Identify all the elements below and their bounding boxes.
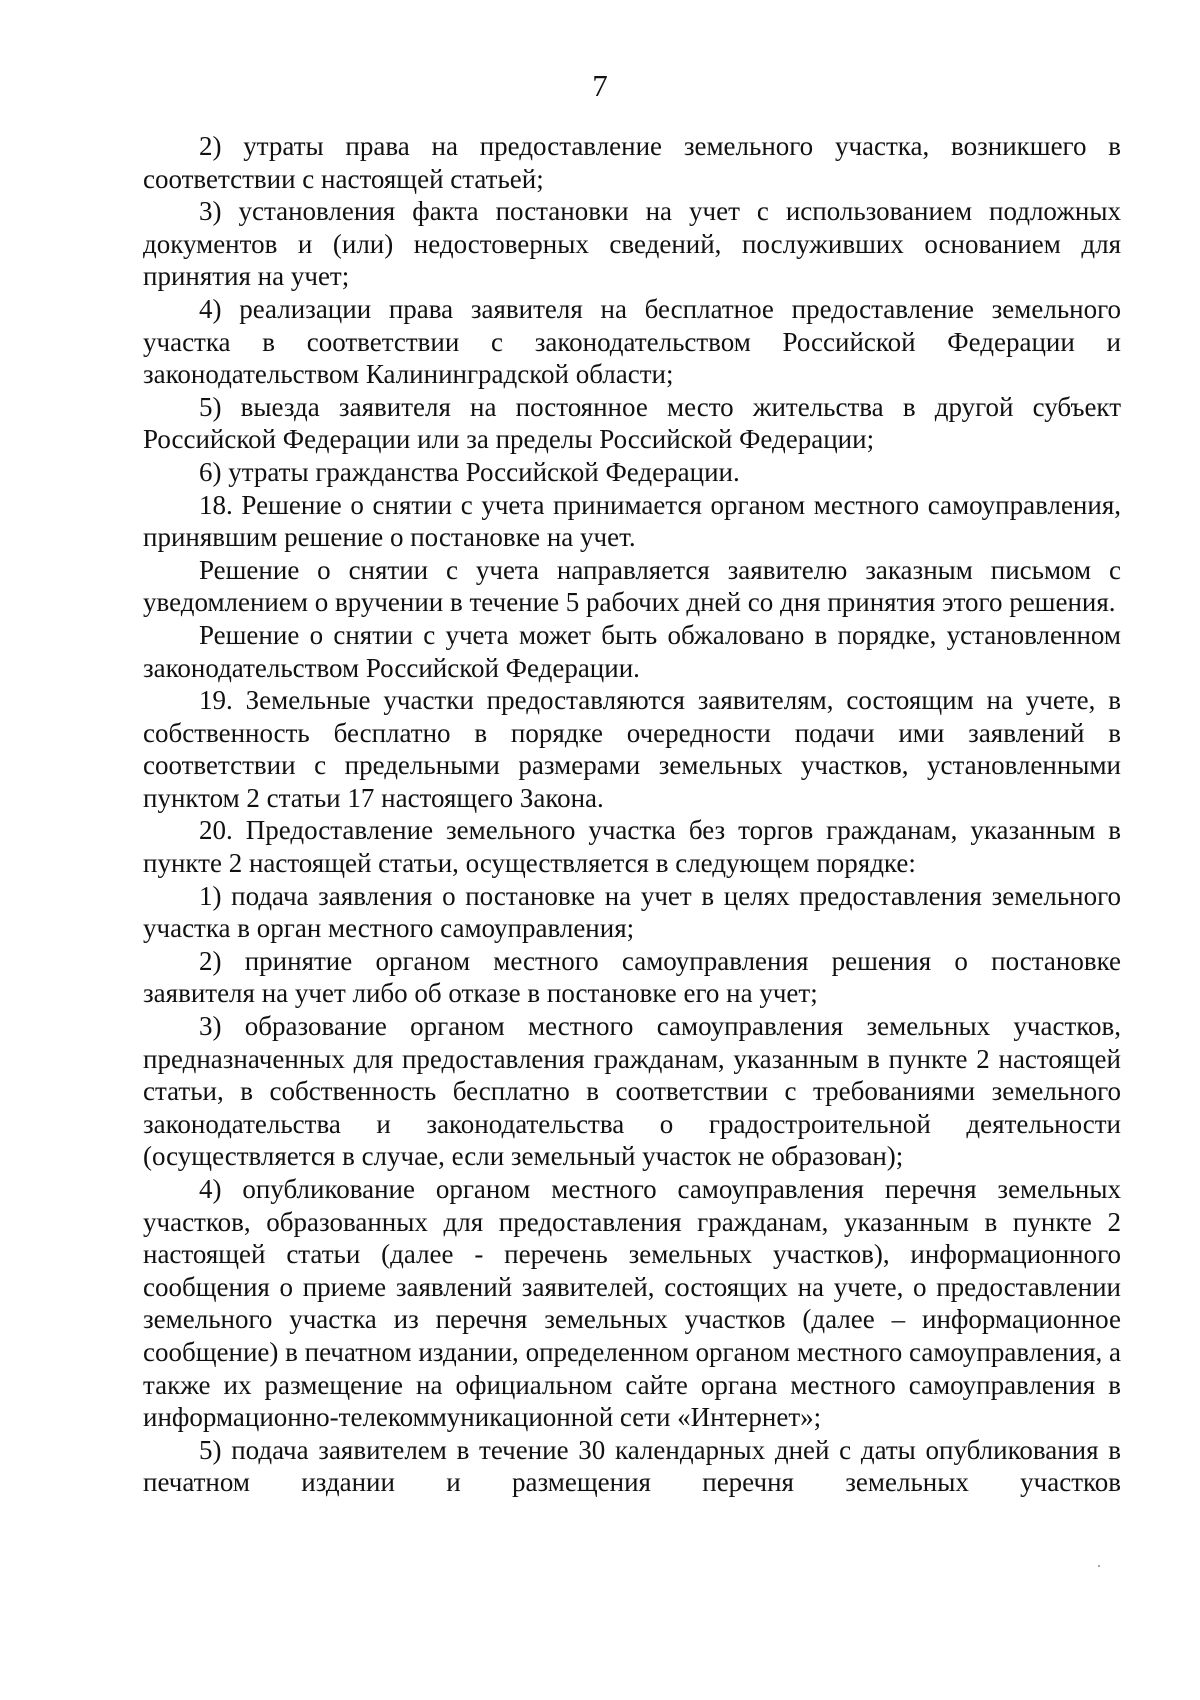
paragraph: Решение о снятии с учета может быть обжаловано в порядке, установленном законодательством Российской Федерации.	[143, 619, 1121, 683]
document-body	[143, 130, 1121, 1499]
paragraph: 2) утраты права на предоставление земельного участка, возникшего в соответствии с настоящей статьей;	[143, 131, 1121, 194]
paragraph: 5) выезда заявителя на постоянное место жительства в другой субъект Российской Федерации или за пределы Российской Федерации;	[143, 391, 1121, 455]
paragraph: 1) подача заявления о постановке на учет в целях предоставления земельного участка в орган местного самоуправления;	[143, 880, 1121, 944]
paragraph: 18. Решение о снятии с учета принимается органом местного самоуправления, принявшим решение о постановке на учет.	[143, 489, 1121, 553]
paragraph: 6) утраты гражданства Российской Федерации.	[199, 456, 740, 487]
paragraph: 3) установления факта постановки на учет с использованием подложных документов и (или) недостоверных сведений, послуживших основанием для принятия на учет;	[143, 196, 1121, 292]
scan-dot	[1098, 1565, 1100, 1567]
paragraph: 19. Земельные участки предоставляются заявителям, состоящим на учете, в собственность бесплатно в порядке очередности подачи ими заявлений в соответствии с предельными размерами земельных участков, установленными пунктом 2 статьи 17 настоящего Закона.	[143, 685, 1121, 813]
paragraph: 2) принятие органом местного самоуправления решения о постановке заявителя на учет либо об отказе в постановке его на учет;	[143, 945, 1121, 1009]
paragraph: 4) реализации права заявителя на бесплатное предоставление земельного участка в соответствии с законодательством Российской Федерации и законодательством Калининградской области;	[143, 293, 1121, 390]
paragraph: 20. Предоставление земельного участка без торгов гражданам, указанным в пункте 2 настоящей статьи, осуществляется в следующем порядке:	[143, 815, 1121, 879]
paragraph: Решение о снятии с учета направляется заявителю заказным письмом с уведомлением о вручении в течение 5 рабочих дней со дня принятия этого решения.	[143, 554, 1121, 618]
paragraph: 3) образование органом местного самоуправления земельных участков, предназначенных для предоставления гражданам, указанным в пункте 2 настоящей статьи, в собственность бесплатно в соответствии с требованиями земельного законодательства и законодательства о градостроительной деятельности (осуществляется в случае, если земельный участок не образован);	[143, 1011, 1121, 1172]
paragraph: 4) опубликование органом местного самоуправления перечня земельных участков, образованных для предоставления гражданам, указанным в пункте 2 настоящей статьи (далее - перечень земельных участков), информационного сообщения о приеме заявлений заявителей, состоящих на учете, о предоставлении земельного участка из перечня земельных участков (далее – информационное сообщение) в печатном издании, определенном органом местного самоуправления, а также их размещение на официальном сайте органа местного самоуправления в информационно-телекоммуникационной сети «Интернет»;	[143, 1174, 1121, 1433]
paragraph: 5) подача заявителем в течение 30 календарных дней с даты опубликования в печатном издании и размещения перечня земельных участков	[143, 1434, 1121, 1498]
page-number: 7	[592, 68, 608, 103]
